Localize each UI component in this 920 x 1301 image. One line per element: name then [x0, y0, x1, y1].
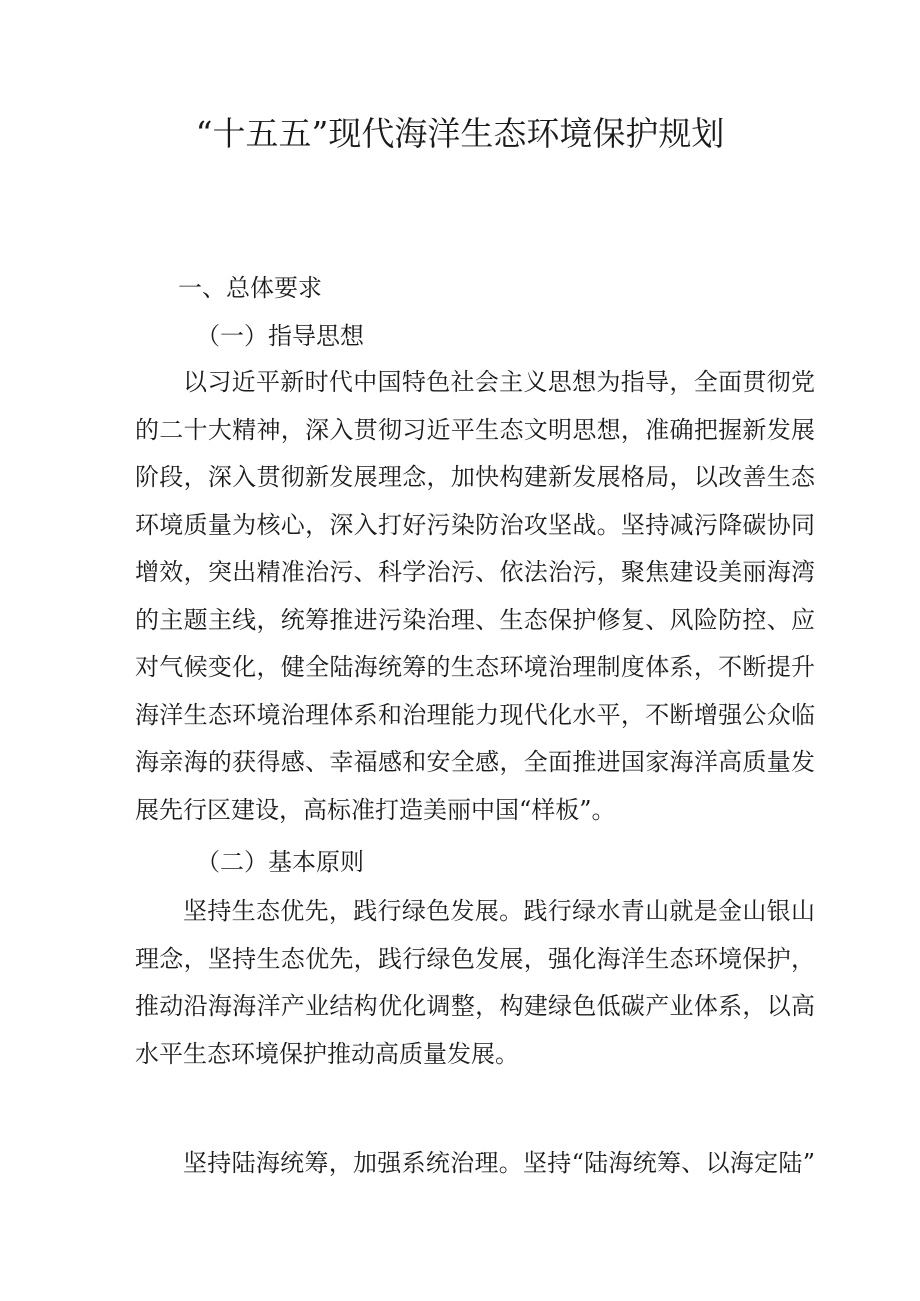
document-title: “十五五”现代海洋生态环境保护规划: [195, 114, 725, 153]
paragraph-line: 增效，突出精准治污、科学治污、依法治污，聚焦建设美丽海湾: [135, 558, 815, 586]
paragraph-line: 的二十大精神，深入贯彻习近平生态文明思想，准确把握新发展: [135, 415, 815, 444]
paragraph-line: 海亲海的获得感、幸福感和安全感，全面推进国家海洋高质量发: [135, 748, 815, 776]
paragraph-line: 推动沿海海洋产业结构优化调整，构建绿色低碳产业体系，以高: [135, 992, 815, 1020]
subsection-heading-guiding-ideology: （一）指导思想: [196, 322, 364, 350]
paragraph-line: 的主题主线，统筹推进污染治理、生态保护修复、风险防控、应: [135, 605, 815, 634]
paragraph-line: 海洋生态环境治理体系和治理能力现代化水平，不断增强公众临: [135, 700, 815, 729]
paragraph-line: 对气候变化，健全陆海统筹的生态环境治理制度体系，不断提升: [135, 653, 815, 681]
paragraph-land-sea-coordination: [135, 1140, 815, 1188]
paragraph-line: 阶段，深入贯彻新发展理念，加快构建新发展格局，以改善生态: [135, 463, 815, 491]
paragraph-ecological-priority: [135, 888, 815, 1078]
paragraph-line: 坚持陆海统筹，加强系统治理。坚持“陆海统筹、以海定陆”: [183, 1149, 815, 1177]
paragraph-line: 环境质量为核心，深入打好污染防治攻坚战。坚持减污降碳协同: [135, 510, 815, 539]
subsection-heading-basic-principles: （二）基本原则: [196, 848, 364, 876]
paragraph-line: 以习近平新时代中国特色社会主义思想为指导，全面贯彻党: [183, 368, 815, 396]
paragraph-line: 水平生态环境保护推动高质量发展。: [135, 1039, 519, 1068]
section-heading-overall-requirements: 一、总体要求: [178, 274, 322, 302]
paragraph-line: 理念，坚持生态优先，践行绿色发展，强化海洋生态环境保护，: [135, 944, 815, 973]
paragraph-line: 展先行区建设，高标准打造美丽中国“样板”。: [135, 795, 616, 824]
paragraph-line: 坚持生态优先，践行绿色发展。践行绿水青山就是金山银山: [183, 897, 815, 925]
paragraph-guiding-ideology: [135, 359, 815, 834]
